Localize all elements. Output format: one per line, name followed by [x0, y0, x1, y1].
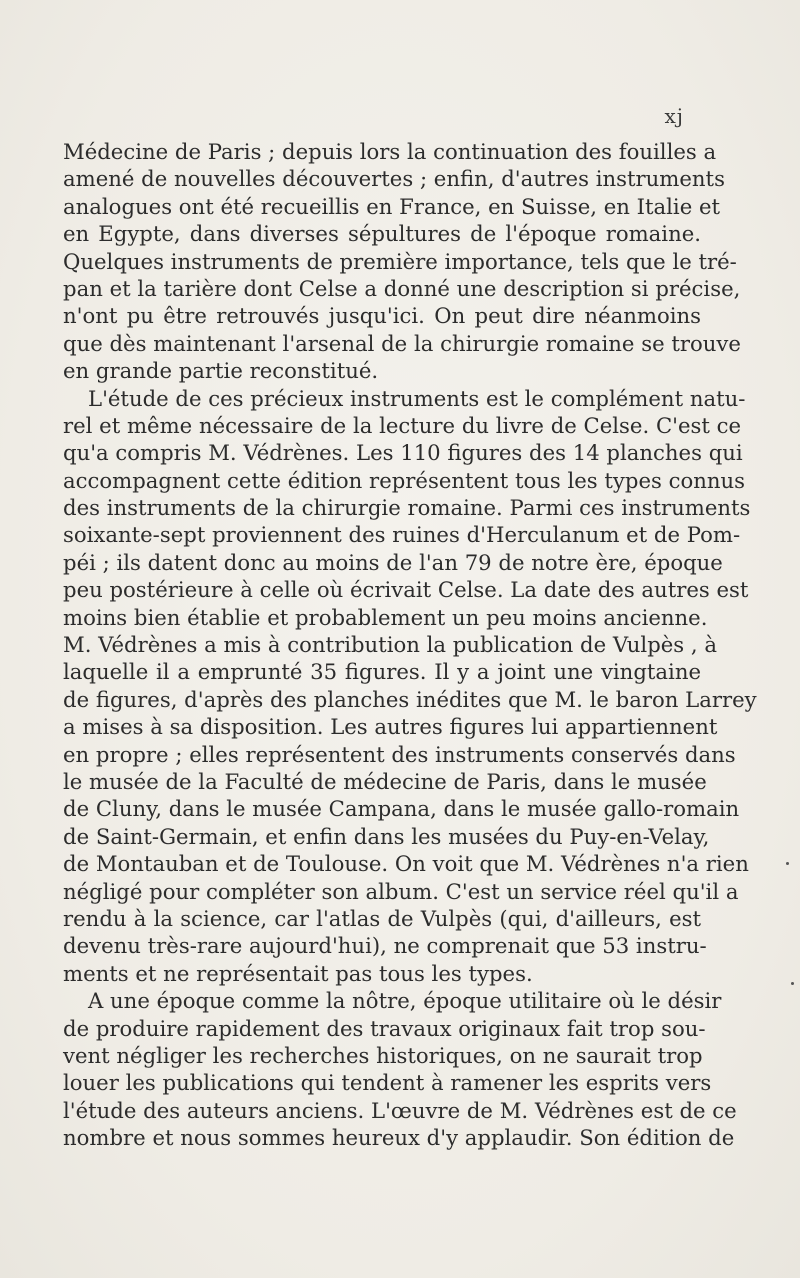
text-line: de Montauban et de Toulouse. On voit que M. Védrènes n'a rien [63, 851, 749, 877]
text-line: qu'a compris M. Védrènes. Les 110 figures des 14 planches qui [63, 440, 743, 466]
text-line: Médecine de Paris ; depuis lors la continuation des fouilles a [63, 139, 717, 164]
text-line: péi ; ils datent donc au moins de l'an 79 de notre ère, époque [63, 549, 723, 575]
paragraph-3 [63, 987, 737, 1151]
text-line: que dès maintenant l'arsenal de la chirurgie romaine se trouve [63, 330, 741, 356]
paragraph-2 [63, 385, 757, 988]
text-line: de Saint-Germain, et enfin dans les musées du Puy-en-Velay, [63, 823, 710, 849]
text-line: rendu à la science, car l'atlas de Vulpès (qui, d'ailleurs, est [63, 905, 701, 931]
text-line: vent négliger les recherches historiques, on ne saurait trop [63, 1042, 703, 1068]
text-line: A une époque comme la nôtre, époque utilitaire où le désir [88, 988, 722, 1014]
text-line: en propre ; elles représentent des instruments conservés dans [63, 741, 736, 767]
text-line: Quelques instruments de première importance, tels que le tré- [63, 248, 737, 274]
text-line: L'étude de ces précieux instruments est le complément natu- [88, 385, 746, 411]
text-line: amené de nouvelles découvertes ; enfin, d'autres instruments [63, 166, 725, 192]
text-line: louer les publications qui tendent à ramener les esprits vers [63, 1070, 712, 1096]
ink-speck [786, 862, 789, 865]
text-line: laquelle il a emprunté 35 figures. Il y a joint une vingtaine [63, 659, 701, 685]
text-line: pan et la tarière dont Celse a donné une description si précise, [63, 275, 741, 301]
ink-speck [791, 982, 794, 985]
text-line: n'ont pu être retrouvés jusqu'ici. On peut dire néanmoins [63, 303, 701, 329]
text-line: ments et ne représentait pas tous les types. [63, 960, 533, 986]
text-line: devenu très-rare aujourd'hui), ne comprenait que 53 instru- [63, 933, 707, 959]
text-line: moins bien établie et probablement un peu moins ancienne. [63, 604, 708, 630]
text-line: analogues ont été recueillis en France, en Suisse, en Italie et [63, 193, 721, 219]
text-line: l'étude des auteurs anciens. L'œuvre de M. Védrènes est de ce [63, 1097, 737, 1123]
text-line: nombre et nous sommes heureux d'y applaudir. Son édition de [63, 1125, 735, 1151]
text-line: le musée de la Faculté de médecine de Paris, dans le musée [63, 768, 707, 794]
text-line: M. Védrènes a mis à contribution la publication de Vulpès , à [63, 632, 718, 658]
paragraph-1 [63, 138, 741, 385]
text-line: peu postérieure à celle où écrivait Celse. La date des autres est [63, 577, 749, 603]
text-line: soixante-sept proviennent des ruines d'Herculanum et de Pom- [63, 522, 741, 548]
text-line: a mises à sa disposition. Les autres figures lui appartiennent [63, 714, 718, 740]
text-line: négligé pour compléter son album. C'est un service réel qu'il a [63, 878, 739, 904]
body-text [63, 138, 757, 1151]
text-line: des instruments de la chirurgie romaine. Parmi ces instruments [63, 495, 751, 521]
text-line: de produire rapidement des travaux originaux fait trop sou- [63, 1015, 706, 1041]
text-line: de figures, d'après des planches inédites que M. le baron Larrey [63, 686, 757, 712]
text-line: en grande partie reconstitué. [63, 358, 379, 384]
text-line: rel et même nécessaire de la lecture du livre de Celse. C'est ce [63, 412, 742, 438]
page-number: xj [664, 104, 684, 128]
text-line: accompagnent cette édition représentent tous les types connus [63, 467, 746, 493]
text-line: de Cluny, dans le musée Campana, dans le musée gallo-romain [63, 796, 740, 822]
text-line: en Egypte, dans diverses sépultures de l'époque romaine. [63, 221, 701, 247]
